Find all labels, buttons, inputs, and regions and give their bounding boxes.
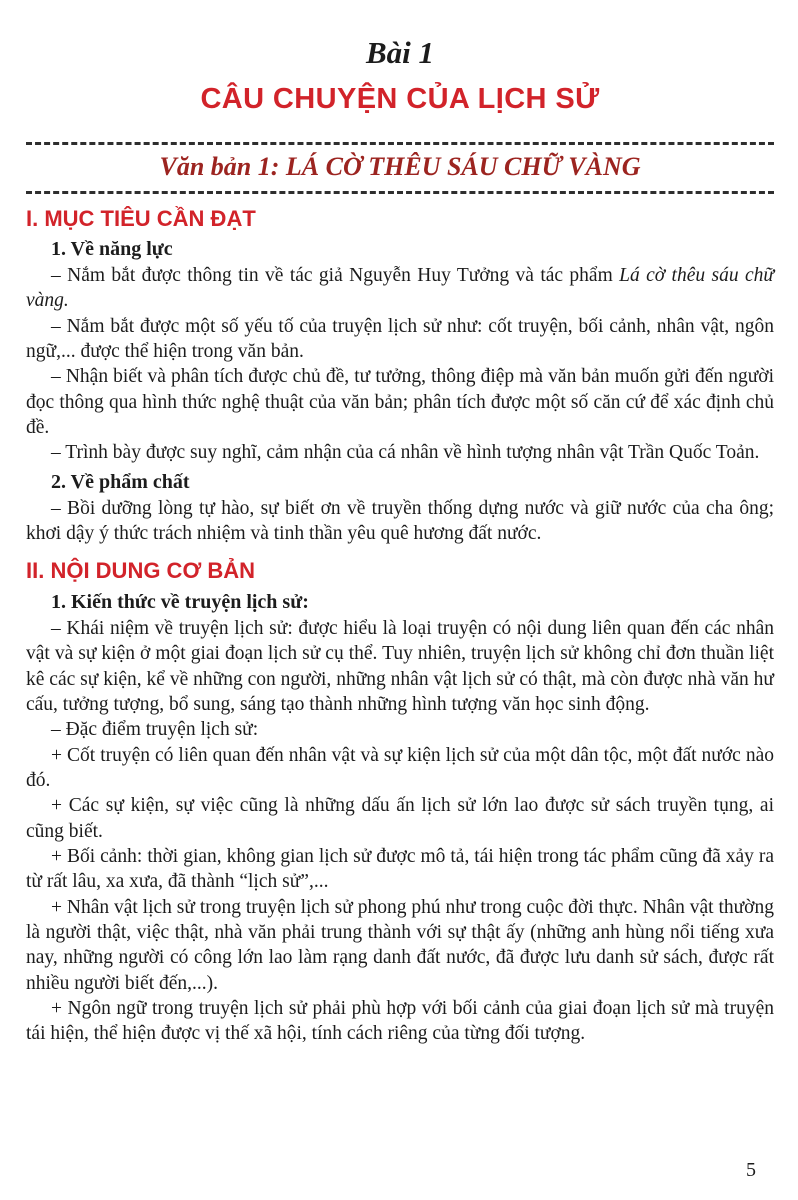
content-item: + Các sự kiện, sự việc cũng là những dấu ấn lịch sử lớn lao được sử sách truyền tụng, ai cũng biết. — [26, 795, 774, 842]
content-item: – Đặc điểm truyện lịch sử: — [51, 719, 259, 741]
section-heading-objectives: I. MỤC TIÊU CẦN ĐẠT — [26, 205, 256, 231]
page-number: 5 — [746, 1159, 756, 1181]
content-item: + Ngôn ngữ trong truyện lịch sử phải phù hợp với bối cảnh của giai đoạn lịch sử mà truyện tái hiện, thể hiện được vị thế xã hội, tính cách riêng của từng đối tượng. — [26, 998, 774, 1045]
goal-item: – Nhận biết và phân tích được chủ đề, tư tưởng, thông điệp mà văn bản muốn gửi đến người đọc thông qua hình thức nghệ thuật của văn bản; phân tích được một số căn cứ để xác định chủ đề. — [26, 366, 774, 439]
section-heading-main-content: II. NỘI DUNG CƠ BẢN — [26, 558, 255, 584]
content-item: + Cốt truyện có liên quan đến nhân vật và sự kiện lịch sử của một dân tộc, một đất nước nào đó. — [26, 744, 774, 791]
goal-item: – Bồi dưỡng lòng tự hào, sự biết ơn về truyền thống dựng nước và giữ nước của cha ông; khơi dậy ý thức trách nhiệm và tinh thần yêu quê hương đất nước. — [26, 497, 774, 545]
content-item: – Khái niệm về truyện lịch sử: được hiểu là loại truyện có nội dung liên quan đến các nhân vật và sự kiện ở một giai đoạn lịch sử cụ thể. Tuy nhiên, truyện lịch sử không chỉ đơn thuần liệt kê các sự kiện, kể về những con người, những nhân vật lịch sử có thật, mà còn được nhà văn hư cấu, tưởng tượng, bổ sung, sáng tạo thành những hình tượng văn học sinh động. — [26, 617, 774, 715]
goal-item: – Nắm bắt được một số yếu tố của truyện lịch sử như: cốt truyện, bối cảnh, nhân vật, ngôn ngữ,... được thể hiện trong văn bản. — [26, 315, 774, 363]
lesson-label: Bài 1 — [365, 35, 435, 70]
subheading-quality: 2. Về phẩm chất — [51, 470, 190, 493]
work-title-italic: Lá cờ thêu sáu chữ vàng. — [26, 265, 775, 312]
subheading-capacity: 1. Về năng lực — [51, 238, 173, 261]
document-subtitle: Văn bản 1: LÁ CỜ THÊU SÁU CHỮ VÀNG — [159, 152, 641, 182]
goal-item-text: – Nắm bắt được thông tin về tác giả Nguyễn Huy Tưởng và tác phẩm — [51, 265, 613, 287]
content-item: + Bối cảnh: thời gian, không gian lịch sử được mô tả, tái hiện trong tác phẩm cũng đã xảy ra từ rất lâu, xa xưa, đã thành “lịch sử”,... — [26, 845, 774, 893]
document-banner — [26, 142, 774, 193]
content-item: + Nhân vật lịch sử trong truyện lịch sử phong phú như trong cuộc đời thực. Nhân vật thường là người thật, việc thật, nhà văn phải trung thành với sự thật ấy (những anh hùng nổi tiếng xưa nay, những người có công lớn lao làm rạng danh đất nước, đã được lưu danh sử sách, được rất nhiều người biết đến,...). — [26, 896, 774, 994]
goal-item — [26, 263, 774, 314]
page-title: CÂU CHUYỆN CỦA LỊCH SỬ — [200, 83, 600, 116]
subheading-knowledge: 1. Kiến thức về truyện lịch sử: — [51, 590, 309, 613]
goal-item: – Trình bày được suy nghĩ, cảm nhận của cá nhân về hình tượng nhân vật Trần Quốc Toản. — [51, 442, 760, 464]
dashed-divider-bottom — [26, 191, 774, 194]
